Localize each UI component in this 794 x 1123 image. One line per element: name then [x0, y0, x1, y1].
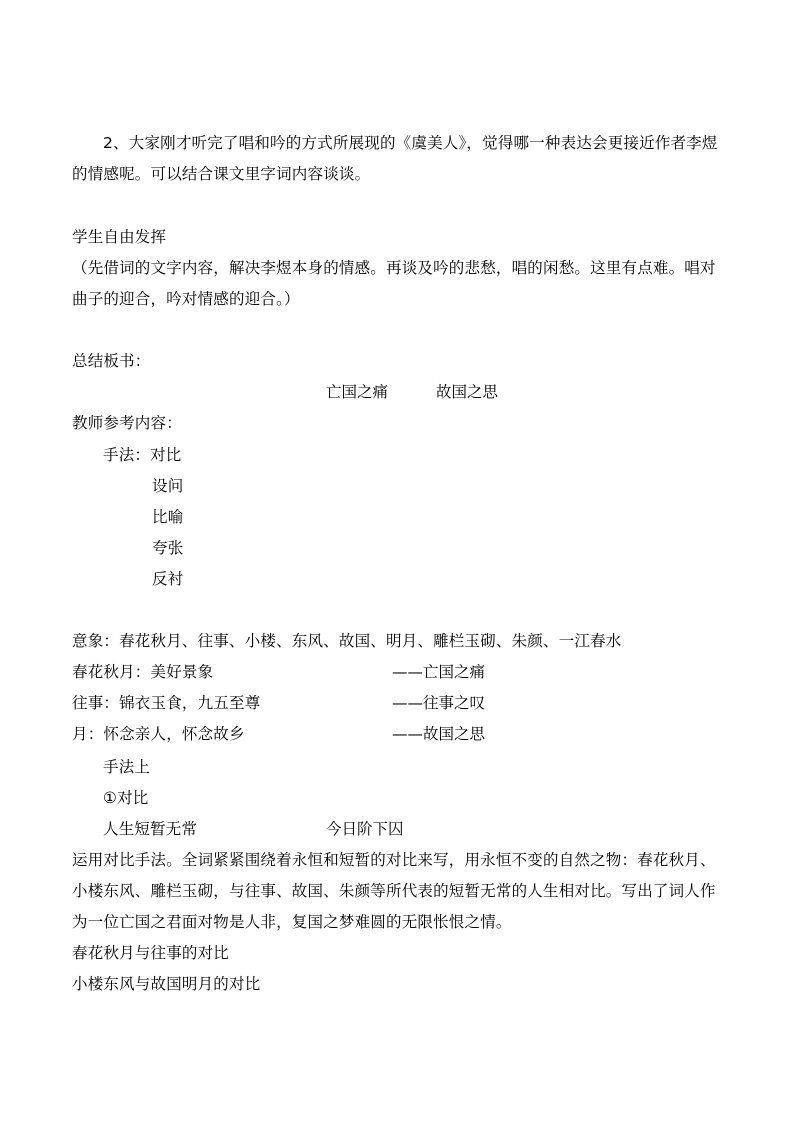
- method-para-line-1: 运用对比手法。全词紧紧围绕着永恒和短暂的对比来写，用永恒不变的自然之物：春花秋月、: [72, 851, 716, 869]
- board-left: 亡国之痛: [326, 383, 389, 401]
- imagery-line: 意象：春花秋月、往事、小楼、东风、故国、明月、雕栏玉砌、朱颜、一江春水: [72, 632, 622, 650]
- contrast-left: 人生短暂无常: [103, 820, 198, 838]
- method-para-line-3: 为一位亡国之君面对物是人非，复国之梦难圆的无限怅恨之情。: [72, 913, 512, 931]
- method-item: ①对比: [103, 789, 149, 807]
- imagery-row-left: 月：怀念亲人，怀念故乡: [72, 725, 245, 743]
- imagery-row-left: 往事：锦衣玉食，九五至尊: [72, 694, 261, 712]
- question-line-2: 的情感呢。可以结合课文里字词内容谈谈。: [72, 165, 371, 183]
- teacher-heading: 教师参考内容：: [72, 414, 182, 432]
- student-heading: 学生自由发挥: [72, 228, 167, 246]
- method-heading: 手法上: [103, 758, 151, 776]
- technique-item: 比喻: [152, 508, 184, 526]
- imagery-row-right: ——亡国之痛: [392, 663, 486, 681]
- imagery-row-left: 春花秋月：美好景象: [72, 663, 214, 681]
- student-note-line-2: 曲子的迎合，吟对情感的迎合。）: [72, 290, 300, 308]
- question-line-1: 2、大家刚才听完了唱和吟的方式所展现的《虞美人》，觉得哪一种表达会更接近作者李煜: [103, 134, 718, 152]
- contrast-pair-2: 小楼东风与故国明月的对比: [72, 975, 261, 993]
- contrast-right: 今日阶下囚: [326, 820, 404, 838]
- technique-item: 反衬: [152, 570, 184, 588]
- method-para-line-2: 小楼东风、雕栏玉砌，与往事、故国、朱颜等所代表的短暂无常的人生相对比。写出了词人作: [72, 882, 716, 900]
- contrast-pair-1: 春花秋月与往事的对比: [72, 944, 230, 962]
- imagery-row-right: ——往事之叹: [392, 694, 486, 712]
- technique-item: 夸张: [152, 539, 184, 557]
- board-right: 故国之思: [436, 383, 499, 401]
- imagery-row-right: ——故国之思: [392, 725, 486, 743]
- technique-item: 设问: [152, 477, 184, 495]
- technique-label: 手法：对比: [103, 446, 182, 464]
- student-note-line-1: （先借词的文字内容，解决李煜本身的情感。再谈及吟的悲愁，唱的闲愁。这里有点难。唱对: [72, 259, 716, 277]
- summary-heading: 总结板书：: [72, 352, 151, 370]
